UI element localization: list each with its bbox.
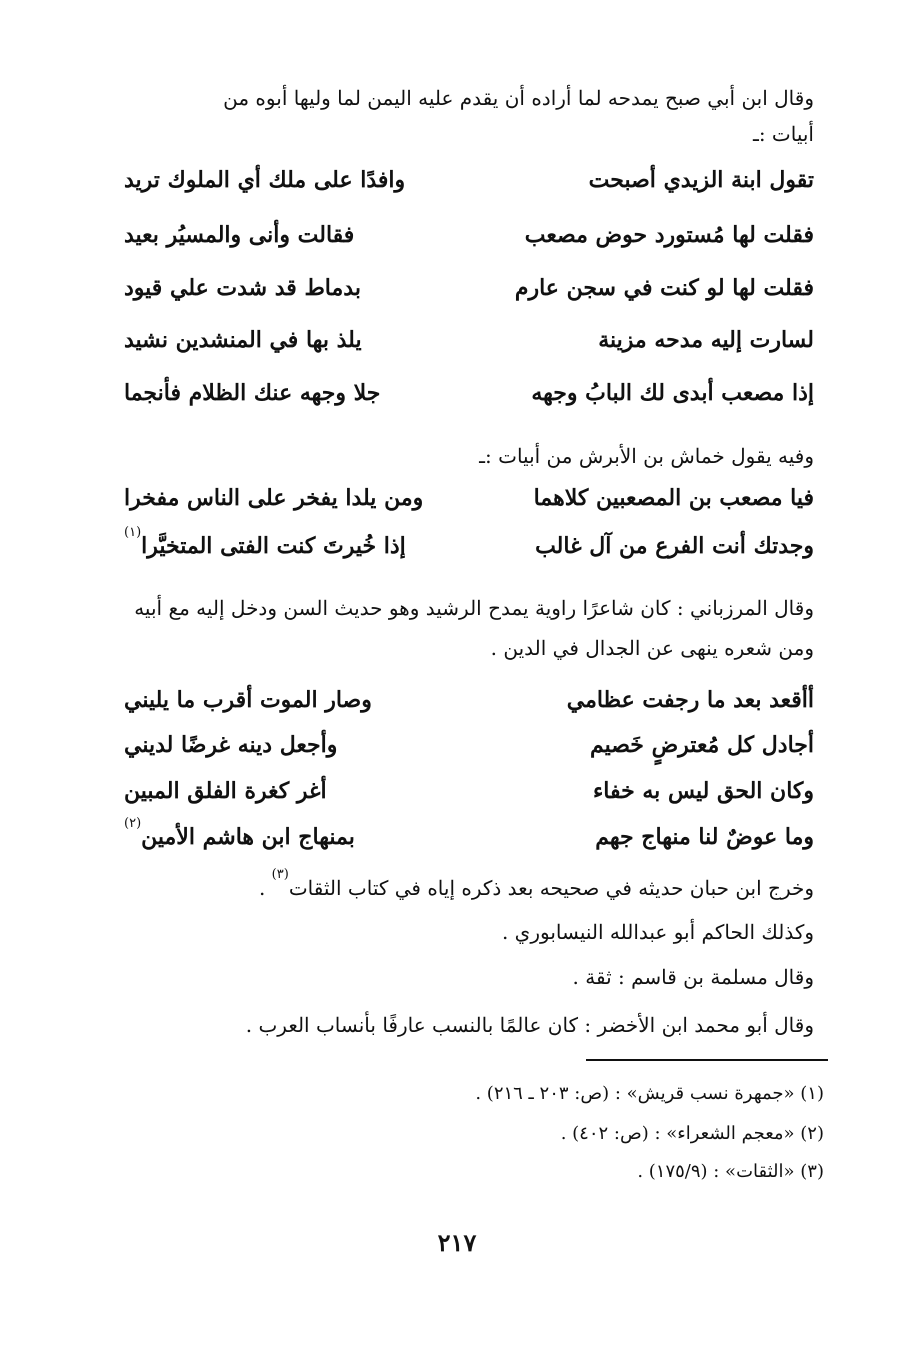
verse-line [124,526,814,566]
footnote-marker: (١) [124,525,142,540]
footnote-1: (١) «جمهرة نسب قريش» : (ص: ٢٠٣ ـ ٢١٦) . [475,1083,824,1104]
first-hemistich: وما عوضٌ لنا منهاج جهم [595,824,814,850]
hemistich-text: إذا خُيرتَ كنت الفتى المتخيَّرا [141,533,406,559]
verse-line [124,320,814,360]
paragraph-ibn-hibban [94,868,814,908]
verse-line [124,725,814,765]
verse-line [124,215,814,255]
verse-line [124,268,814,308]
first-hemistich: أأقعد بعد ما رجفت عظامي [566,687,814,713]
first-hemistich: فقلت لها مُستورد حوض مصعب [524,222,814,248]
first-hemistich: وكان الحق ليس به خفاء [592,778,814,804]
footnote-divider [586,1059,828,1061]
second-hemistich [124,817,454,857]
footnote-2: (٢) «معجم الشعراء» : (ص: ٤٠٢) . [560,1123,824,1144]
first-hemistich: وجدتك أنت الفرع من آل غالب [535,533,814,559]
intro-line-2: أبيات :ـ [752,122,814,146]
first-hemistich: لسارت إليه مدحه مزينة [598,327,814,353]
paragraph-maslama: وقال مسلمة بن قاسم : ثقة . [572,965,814,989]
second-hemistich: وصار الموت أقرب ما يليني [124,687,372,713]
paragraph-hakim: وكذلك الحاكم أبو عبدالله النيسابوري . [501,920,814,944]
second-hemistich: يلذ بها في المنشدين نشيد [124,327,362,353]
paragraph-ibn-akhdar: وقال أبو محمد ابن الأخضر : كان عالمًا بالنسب عارفًا بأنساب العرب . [245,1013,814,1037]
second-hemistich: أغر كغرة الفلق المبين [124,778,327,804]
footnote-marker: (٢) [124,816,142,831]
second-hemistich: بدماط قد شدت علي قيود [124,275,361,301]
hemistich-text: بمنهاج ابن هاشم الأمين [141,824,355,850]
first-hemistich: أجادل كل مُعترضٍ خَصيم [589,732,814,758]
second-hemistich: جلا وجهه عنك الظلام فأنجما [124,380,381,406]
verse-line [124,771,814,811]
first-hemistich: فيا مصعب بن المصعبين كلاهما [533,485,814,511]
second-hemistich: ومن يلدا يفخر على الناس مفخرا [124,485,424,511]
first-hemistich: فقلت لها لو كنت في سجن عارم [514,275,814,301]
intro-3: وقال المرزباني : كان شاعرًا راوية يمدح الرشيد وهو حديث السن ودخل إليه مع أبيه ومن شعره ينهى عن الجدال في الدين . [134,596,814,660]
second-hemistich: فقالت وأنى والمسيُر بعيد [124,222,355,248]
verse-line [124,817,814,857]
verse-line [124,373,814,413]
page-number: ٢١٧ [437,1228,477,1257]
verse-line [124,478,814,518]
first-hemistich: تقول ابنة الزيدي أصبحت [588,167,814,193]
verse-line [124,160,814,200]
footnote-marker: (٣) [271,867,289,882]
paragraph-text: وخرج ابن حبان حديثه في صحيحه بعد ذكره إياه في كتاب الثقات [288,876,814,900]
paragraph-end: . [258,876,272,900]
intro-2: وفيه يقول خماش بن الأبرش من أبيات :ـ [479,444,814,468]
first-hemistich: إذا مصعب أبدى لك البابُ وجهه [531,380,814,406]
second-hemistich: وأجعل دينه غرضًا لديني [124,732,338,758]
intro-line-1: وقال ابن أبي صبح يمدحه لما أراده أن يقدم عليه اليمن لما وليها أبوه من [223,86,814,110]
footnote-3: (٣) «الثقات» : (١٧٥/٩) . [637,1161,824,1182]
second-hemistich: وافدًا على ملك أي الملوك تريد [124,167,406,193]
second-hemistich [124,526,454,566]
verse-line [124,680,814,720]
